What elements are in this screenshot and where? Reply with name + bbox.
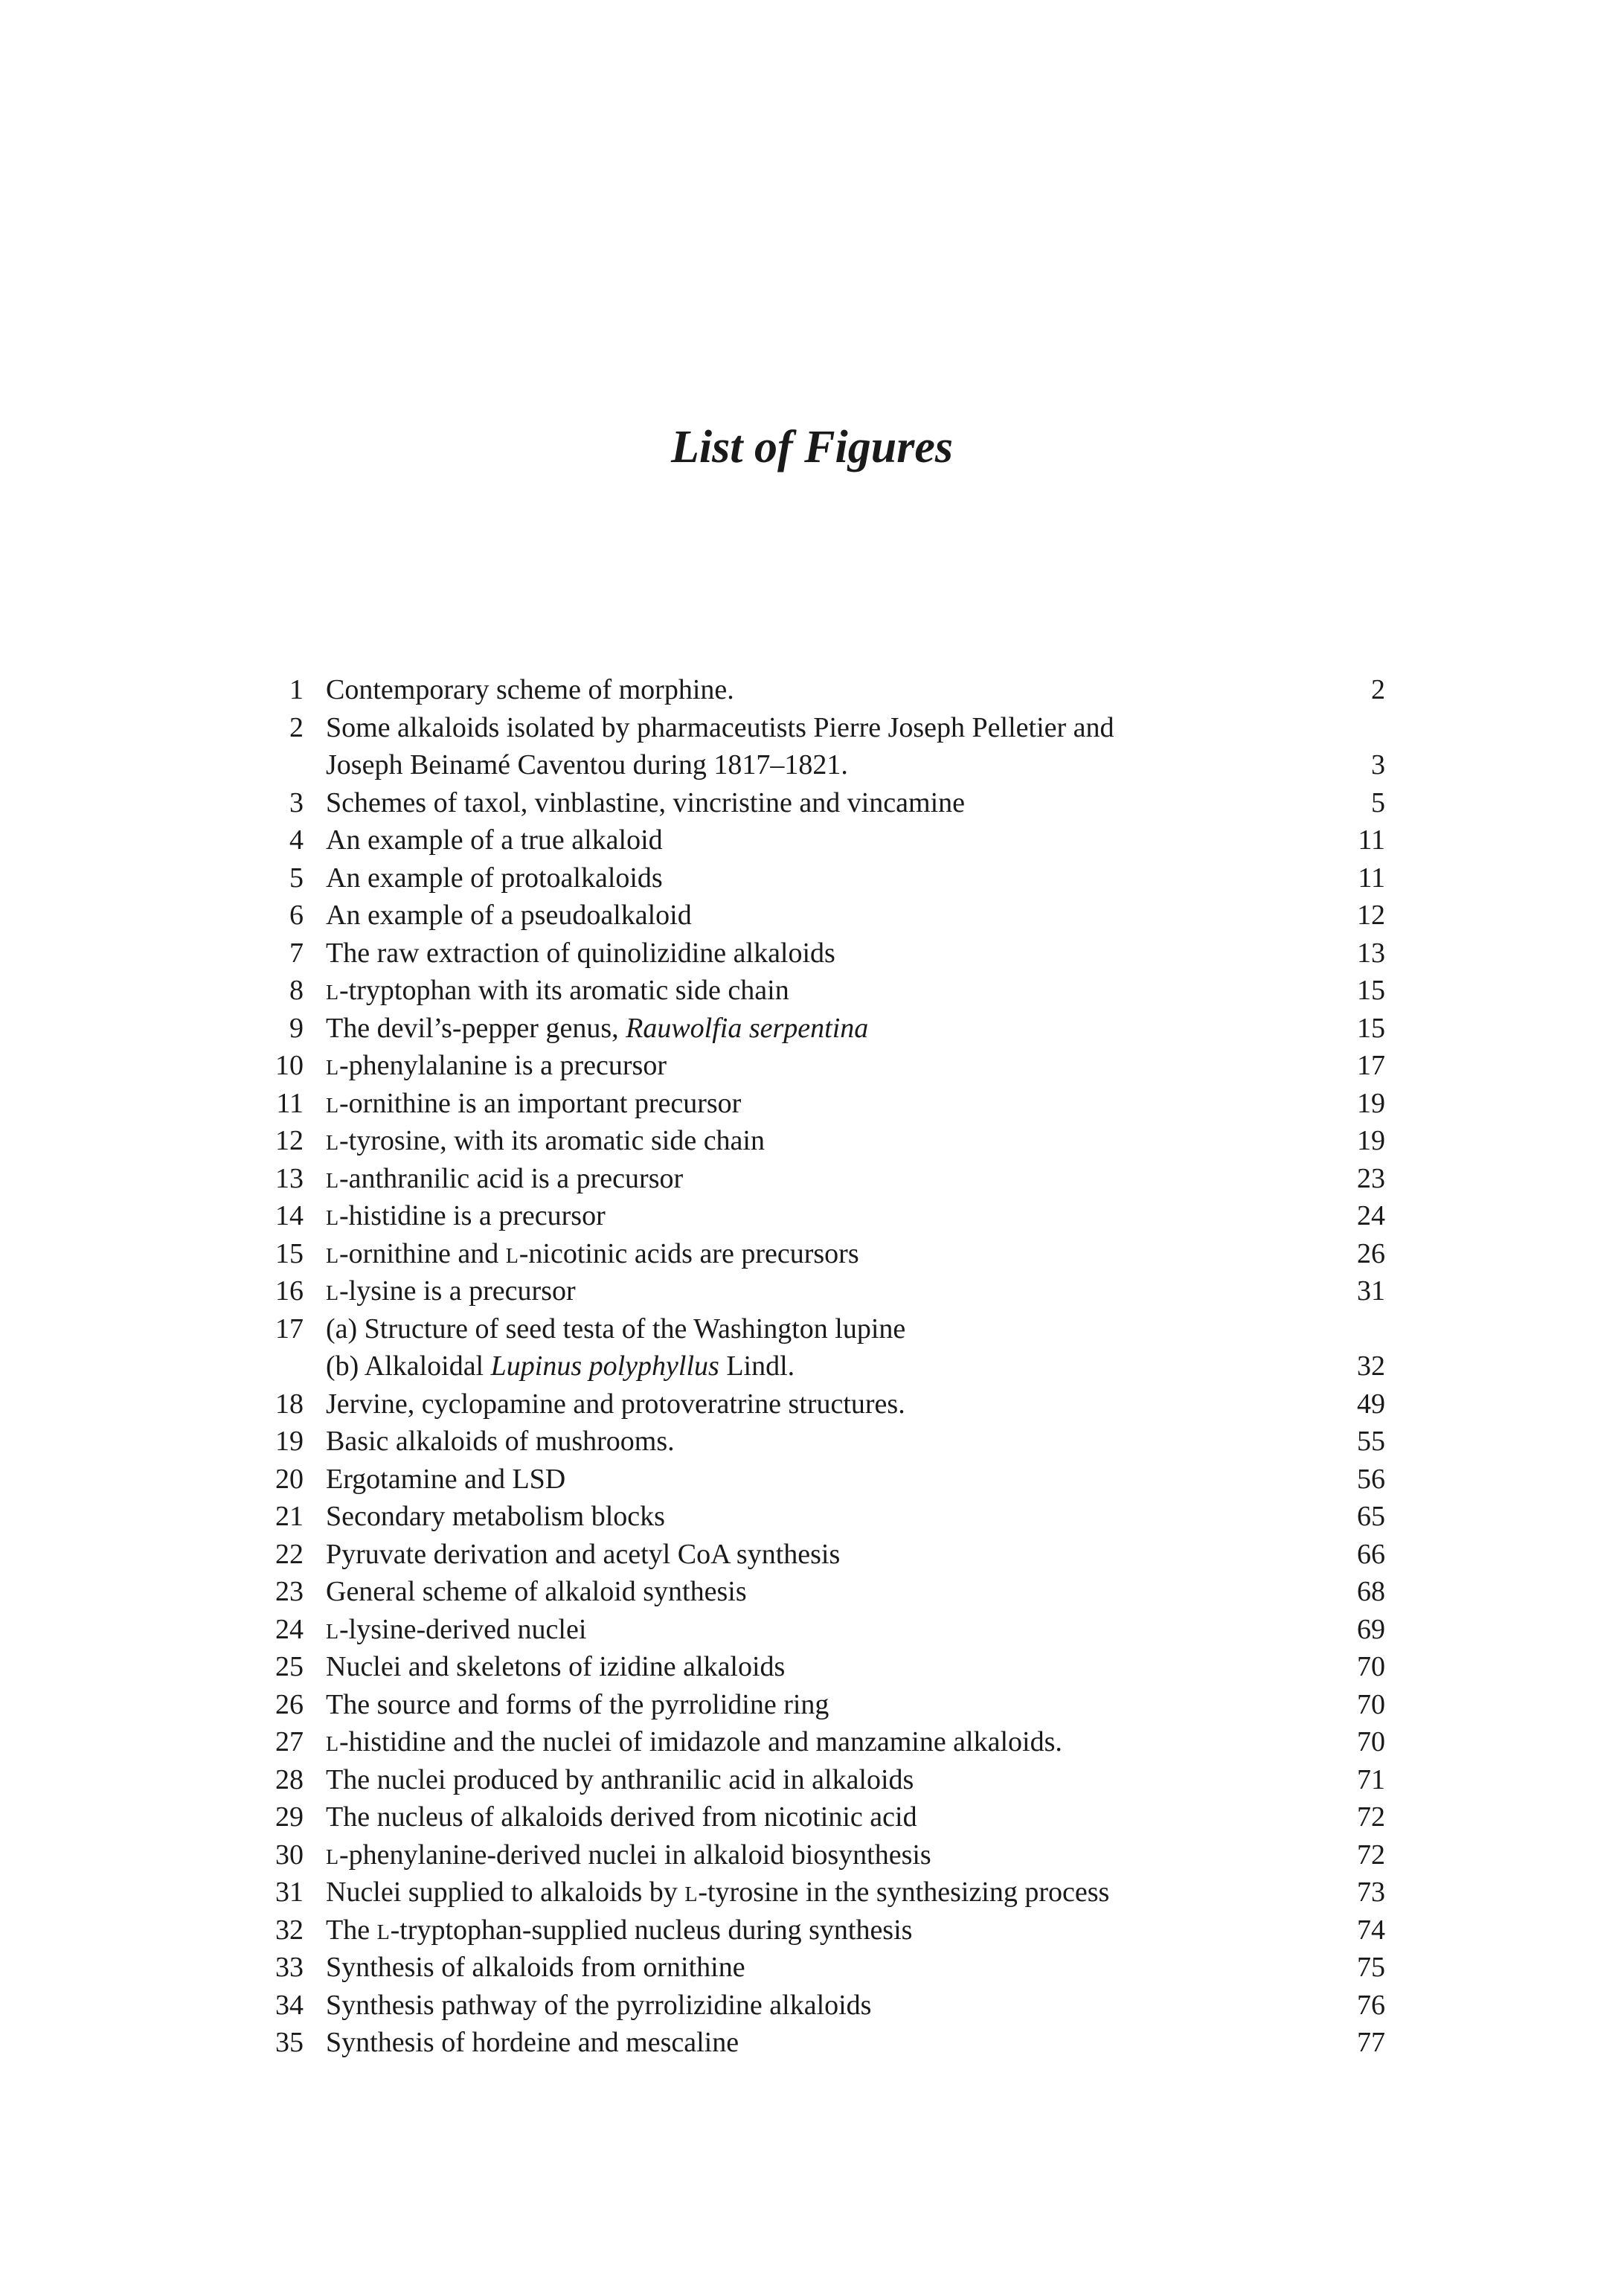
figure-entry-line bbox=[260, 1723, 1385, 1761]
figure-entry bbox=[260, 1648, 1385, 1686]
caption-segment: -histidine and the nuclei of imidazole and manzamine alkaloids. bbox=[339, 1726, 1062, 1757]
caption-segment: Jervine, cyclopamine and protoveratrine structures. bbox=[326, 1388, 905, 1420]
figure-number: 13 bbox=[275, 1162, 304, 1194]
caption-segment: The source and forms of the pyrrolidine ring bbox=[326, 1688, 829, 1720]
caption-segment: -ornithine is an important precursor bbox=[339, 1087, 742, 1119]
figure-caption bbox=[326, 1461, 565, 1499]
figure-number: 17 bbox=[275, 1313, 304, 1345]
figure-caption bbox=[326, 2024, 739, 2062]
figure-caption bbox=[326, 1536, 840, 1574]
caption-segment: L bbox=[326, 1132, 340, 1155]
page-number: 5 bbox=[1371, 786, 1385, 818]
figure-entry-line bbox=[260, 746, 1385, 784]
figure-caption bbox=[326, 784, 965, 822]
caption-segment: L bbox=[505, 1244, 519, 1268]
figure-caption bbox=[326, 1987, 871, 2025]
figure-entry-line bbox=[260, 1047, 1385, 1085]
figure-entry bbox=[260, 709, 1385, 784]
figure-entry bbox=[260, 2024, 1385, 2062]
figure-number: 23 bbox=[275, 1576, 304, 1607]
figure-entry bbox=[260, 1272, 1385, 1310]
figure-entry-line bbox=[260, 1949, 1385, 1987]
figure-entry bbox=[260, 1987, 1385, 2025]
figure-entry bbox=[260, 972, 1385, 1010]
figure-number: 16 bbox=[275, 1275, 304, 1307]
figure-caption bbox=[326, 746, 848, 784]
figure-number: 35 bbox=[275, 2027, 304, 2058]
figure-number: 12 bbox=[275, 1125, 304, 1156]
figure-number: 25 bbox=[275, 1651, 304, 1682]
caption-segment: (a) Structure of seed testa of the Washington lupine bbox=[326, 1313, 906, 1345]
page-number: 26 bbox=[1357, 1237, 1385, 1269]
figure-entry-line bbox=[260, 2024, 1385, 2062]
figure-entry-line bbox=[260, 1197, 1385, 1235]
figure-caption bbox=[326, 1423, 675, 1461]
page-number: 74 bbox=[1357, 1914, 1385, 1946]
caption-segment: The devil’s-pepper genus, bbox=[326, 1012, 626, 1044]
caption-segment: L bbox=[326, 1057, 340, 1080]
figure-entry-line bbox=[260, 1235, 1385, 1273]
figure-entry-line bbox=[260, 1987, 1385, 2025]
figure-entry bbox=[260, 1498, 1385, 1536]
caption-segment: Schemes of taxol, vinblastine, vincristine and vincamine bbox=[326, 786, 966, 818]
caption-segment: An example of a true alkaloid bbox=[326, 824, 663, 856]
caption-segment: Ergotamine and LSD bbox=[326, 1463, 566, 1495]
page-number: 32 bbox=[1357, 1350, 1385, 1382]
figure-entry-line bbox=[260, 1423, 1385, 1461]
figure-caption bbox=[326, 1085, 741, 1126]
figure-entry bbox=[260, 1949, 1385, 1987]
page-number: 72 bbox=[1357, 1839, 1385, 1871]
page-number: 19 bbox=[1357, 1087, 1385, 1119]
figure-number: 9 bbox=[289, 1012, 304, 1044]
figure-number: 10 bbox=[275, 1050, 304, 1081]
figure-caption bbox=[326, 1874, 1109, 1914]
figure-entry bbox=[260, 821, 1385, 859]
figure-caption bbox=[326, 1160, 683, 1201]
page-number: 15 bbox=[1357, 975, 1385, 1006]
figure-caption bbox=[326, 1197, 606, 1238]
figure-number: 14 bbox=[275, 1200, 304, 1231]
page-number: 75 bbox=[1357, 1952, 1385, 1983]
figure-caption bbox=[326, 1723, 1062, 1764]
figure-number: 32 bbox=[275, 1914, 304, 1946]
page-number: 17 bbox=[1357, 1050, 1385, 1081]
page-number: 66 bbox=[1357, 1538, 1385, 1570]
figure-entry-line bbox=[260, 972, 1385, 1010]
figure-entry-line bbox=[260, 821, 1385, 859]
figure-caption bbox=[326, 1761, 914, 1799]
page-number: 19 bbox=[1357, 1125, 1385, 1156]
caption-segment: -tryptophan-supplied nucleus during synthesis bbox=[390, 1914, 913, 1946]
page-number: 55 bbox=[1357, 1426, 1385, 1457]
figure-entry-line bbox=[260, 1611, 1385, 1649]
caption-segment: Secondary metabolism blocks bbox=[326, 1501, 665, 1532]
figure-entry-line bbox=[260, 709, 1385, 747]
caption-segment: L bbox=[326, 1282, 340, 1305]
figure-caption bbox=[326, 972, 789, 1013]
page-number: 70 bbox=[1357, 1651, 1385, 1682]
page-number: 12 bbox=[1357, 900, 1385, 931]
page-number: 72 bbox=[1357, 1801, 1385, 1833]
figure-entry bbox=[260, 1235, 1385, 1273]
figure-entry bbox=[260, 1536, 1385, 1574]
figure-entry bbox=[260, 1423, 1385, 1461]
figure-caption bbox=[326, 1611, 586, 1652]
figure-number: 6 bbox=[289, 900, 304, 931]
figure-entry bbox=[260, 1385, 1385, 1423]
caption-segment: Basic alkaloids of mushrooms. bbox=[326, 1426, 675, 1457]
figure-number: 24 bbox=[275, 1613, 304, 1645]
figure-caption bbox=[326, 859, 663, 897]
figure-number: 1 bbox=[289, 674, 304, 705]
page-number: 2 bbox=[1371, 674, 1385, 705]
page-number: 49 bbox=[1357, 1388, 1385, 1420]
caption-segment: Synthesis pathway of the pyrrolizidine alkaloids bbox=[326, 1989, 872, 2021]
caption-segment: -lysine is a precursor bbox=[339, 1275, 576, 1307]
figure-number: 5 bbox=[289, 862, 304, 894]
figure-caption bbox=[326, 709, 1114, 747]
caption-segment: Synthesis of hordeine and mescaline bbox=[326, 2027, 739, 2058]
figure-entry bbox=[260, 1461, 1385, 1499]
figure-number: 8 bbox=[289, 975, 304, 1006]
figure-entry-line bbox=[260, 1798, 1385, 1836]
page-number: 3 bbox=[1371, 749, 1385, 781]
figure-entry-line bbox=[260, 1761, 1385, 1799]
figure-entry-line bbox=[260, 1874, 1385, 1911]
caption-segment: Nuclei supplied to alkaloids by bbox=[326, 1877, 685, 1908]
page-number: 65 bbox=[1357, 1501, 1385, 1532]
figure-entry bbox=[260, 1761, 1385, 1799]
caption-segment: Synthesis of alkaloids from ornithine bbox=[326, 1952, 745, 1983]
figure-caption bbox=[326, 1573, 747, 1611]
page-number: 15 bbox=[1357, 1012, 1385, 1044]
caption-segment: L bbox=[326, 1620, 340, 1644]
figure-entry bbox=[260, 1310, 1385, 1385]
caption-segment: L bbox=[326, 1845, 340, 1869]
figure-entry-line bbox=[260, 1498, 1385, 1536]
figure-entry-line bbox=[260, 1347, 1385, 1385]
figure-number: 7 bbox=[289, 937, 304, 969]
figure-number: 15 bbox=[275, 1237, 304, 1269]
page-number: 76 bbox=[1357, 1989, 1385, 2021]
figure-number: 34 bbox=[275, 1989, 304, 2021]
figure-entry-line bbox=[260, 1836, 1385, 1874]
caption-segment: L bbox=[326, 1207, 340, 1230]
figure-entry-line bbox=[260, 1648, 1385, 1686]
page-number: 77 bbox=[1357, 2027, 1385, 2058]
figure-number: 29 bbox=[275, 1801, 304, 1833]
figure-caption bbox=[326, 1798, 917, 1836]
figure-number: 2 bbox=[289, 711, 304, 743]
caption-segment: The nucleus of alkaloids derived from nicotinic acid bbox=[326, 1801, 917, 1833]
page-number: 13 bbox=[1357, 937, 1385, 969]
caption-segment: -tyrosine, with its aromatic side chain bbox=[339, 1125, 765, 1156]
figure-entry bbox=[260, 1836, 1385, 1874]
figure-number: 26 bbox=[275, 1688, 304, 1720]
caption-segment: -lysine-derived nuclei bbox=[339, 1613, 587, 1645]
caption-segment: -histidine is a precursor bbox=[339, 1200, 606, 1231]
figure-entry bbox=[260, 1798, 1385, 1836]
page-number: 70 bbox=[1357, 1726, 1385, 1757]
figure-entry bbox=[260, 1010, 1385, 1048]
page-title: List of Figures bbox=[671, 422, 953, 472]
figure-number: 28 bbox=[275, 1763, 304, 1795]
figure-caption bbox=[326, 897, 692, 935]
figure-entry-line bbox=[260, 1160, 1385, 1198]
figure-entry-line bbox=[260, 935, 1385, 972]
figure-entry-line bbox=[260, 859, 1385, 897]
figure-caption bbox=[326, 1911, 912, 1952]
figure-number: 19 bbox=[275, 1426, 304, 1457]
caption-segment: -anthranilic acid is a precursor bbox=[339, 1162, 684, 1194]
figure-entry-line bbox=[260, 784, 1385, 822]
figure-caption bbox=[326, 1010, 868, 1048]
figure-entry bbox=[260, 1611, 1385, 1649]
figure-entry bbox=[260, 671, 1385, 709]
figure-entry bbox=[260, 1573, 1385, 1611]
caption-segment: L bbox=[684, 1883, 699, 1906]
figure-number: 31 bbox=[275, 1877, 304, 1908]
caption-segment: -nicotinic acids are precursors bbox=[519, 1237, 859, 1269]
figure-number: 11 bbox=[276, 1087, 304, 1119]
figure-caption bbox=[326, 935, 835, 972]
page-number: 70 bbox=[1357, 1688, 1385, 1720]
page-number: 56 bbox=[1357, 1463, 1385, 1495]
caption-segment: An example of a pseudoalkaloid bbox=[326, 900, 692, 931]
figure-entry-line bbox=[260, 1010, 1385, 1048]
caption-segment: -phenylanine-derived nuclei in alkaloid biosynthesis bbox=[339, 1839, 931, 1871]
figure-list bbox=[260, 671, 1385, 2062]
figure-number: 30 bbox=[275, 1839, 304, 1871]
figure-entry-line bbox=[260, 1272, 1385, 1310]
figure-entry-line bbox=[260, 1686, 1385, 1724]
figure-entry bbox=[260, 1874, 1385, 1911]
figure-number: 3 bbox=[289, 786, 304, 818]
figure-entry-line bbox=[260, 1461, 1385, 1499]
caption-segment: (b) Alkaloidal bbox=[326, 1350, 491, 1382]
caption-segment: Some alkaloids isolated by pharmaceutists Pierre Joseph Pelletier and bbox=[326, 711, 1114, 743]
figure-entry-line bbox=[260, 1911, 1385, 1949]
figure-caption bbox=[326, 1122, 765, 1163]
figure-entry bbox=[260, 1723, 1385, 1761]
figure-number: 22 bbox=[275, 1538, 304, 1570]
caption-segment: L bbox=[326, 981, 340, 1004]
figure-caption bbox=[326, 1047, 667, 1088]
figure-entry bbox=[260, 935, 1385, 972]
figure-number: 33 bbox=[275, 1952, 304, 1983]
page-number: 11 bbox=[1358, 824, 1385, 856]
figure-caption bbox=[326, 1686, 829, 1724]
figure-entry bbox=[260, 1911, 1385, 1949]
page-number: 11 bbox=[1358, 862, 1385, 894]
caption-segment: -tryptophan with its aromatic side chain bbox=[339, 975, 789, 1006]
figure-entry bbox=[260, 1085, 1385, 1123]
figure-number: 27 bbox=[275, 1726, 304, 1757]
caption-segment: Lupinus polyphyllus bbox=[490, 1350, 719, 1382]
caption-segment: -phenylalanine is a precursor bbox=[339, 1050, 667, 1081]
figure-entry bbox=[260, 1197, 1385, 1235]
figure-entry bbox=[260, 897, 1385, 935]
figure-caption bbox=[326, 821, 663, 859]
page-number: 71 bbox=[1357, 1763, 1385, 1795]
page-number: 68 bbox=[1357, 1576, 1385, 1607]
figure-caption bbox=[326, 1498, 665, 1536]
figure-entry-line bbox=[260, 897, 1385, 935]
caption-segment: L bbox=[326, 1733, 340, 1756]
figure-number: 18 bbox=[275, 1388, 304, 1420]
figure-caption bbox=[326, 1272, 576, 1313]
caption-segment: The bbox=[326, 1914, 377, 1946]
caption-segment: Contemporary scheme of morphine. bbox=[326, 674, 734, 705]
caption-segment: -ornithine and bbox=[339, 1237, 506, 1269]
figure-entry bbox=[260, 1122, 1385, 1160]
page-number: 23 bbox=[1357, 1162, 1385, 1194]
caption-segment: L bbox=[326, 1094, 340, 1118]
figure-caption bbox=[326, 1949, 745, 1987]
caption-segment: An example of protoalkaloids bbox=[326, 862, 663, 894]
figure-number: 4 bbox=[289, 824, 304, 856]
figure-entry-line bbox=[260, 1310, 1385, 1348]
caption-segment: -tyrosine in the synthesizing process bbox=[698, 1877, 1110, 1908]
figure-caption bbox=[326, 1836, 931, 1877]
caption-segment: L bbox=[326, 1244, 340, 1268]
figure-entry-line bbox=[260, 1536, 1385, 1574]
figure-caption bbox=[326, 1648, 785, 1686]
page-number: 73 bbox=[1357, 1877, 1385, 1908]
page-number: 31 bbox=[1357, 1275, 1385, 1307]
caption-segment: Joseph Beinamé Caventou during 1817–1821. bbox=[326, 749, 848, 781]
figure-entry bbox=[260, 1686, 1385, 1724]
figure-entry bbox=[260, 859, 1385, 897]
caption-segment: The raw extraction of quinolizidine alkaloids bbox=[326, 937, 835, 969]
page-number: 24 bbox=[1357, 1200, 1385, 1231]
caption-segment: Rauwolfia serpentina bbox=[626, 1012, 869, 1044]
figure-entry bbox=[260, 784, 1385, 822]
caption-segment: L bbox=[326, 1169, 340, 1193]
figure-caption bbox=[326, 1310, 905, 1348]
figure-entry bbox=[260, 1047, 1385, 1085]
figure-entry bbox=[260, 1160, 1385, 1198]
caption-segment: Nuclei and skeletons of izidine alkaloids bbox=[326, 1651, 786, 1682]
figure-entry-line bbox=[260, 1573, 1385, 1611]
page-number: 69 bbox=[1357, 1613, 1385, 1645]
figure-entry-line bbox=[260, 1122, 1385, 1160]
caption-segment: The nuclei produced by anthranilic acid in alkaloids bbox=[326, 1763, 914, 1795]
caption-segment: L bbox=[376, 1920, 391, 1944]
figure-number: 20 bbox=[275, 1463, 304, 1495]
figure-caption bbox=[326, 1347, 795, 1385]
figure-entry-line bbox=[260, 1385, 1385, 1423]
figure-entry-line bbox=[260, 1085, 1385, 1123]
figure-caption bbox=[326, 1235, 859, 1276]
caption-segment: General scheme of alkaloid synthesis bbox=[326, 1576, 747, 1607]
caption-segment: Lindl. bbox=[719, 1350, 795, 1382]
caption-segment: Pyruvate derivation and acetyl CoA synthesis bbox=[326, 1538, 841, 1570]
figure-caption bbox=[326, 671, 734, 709]
figure-caption bbox=[326, 1385, 905, 1423]
figure-entry-line bbox=[260, 671, 1385, 709]
figure-number: 21 bbox=[275, 1501, 304, 1532]
